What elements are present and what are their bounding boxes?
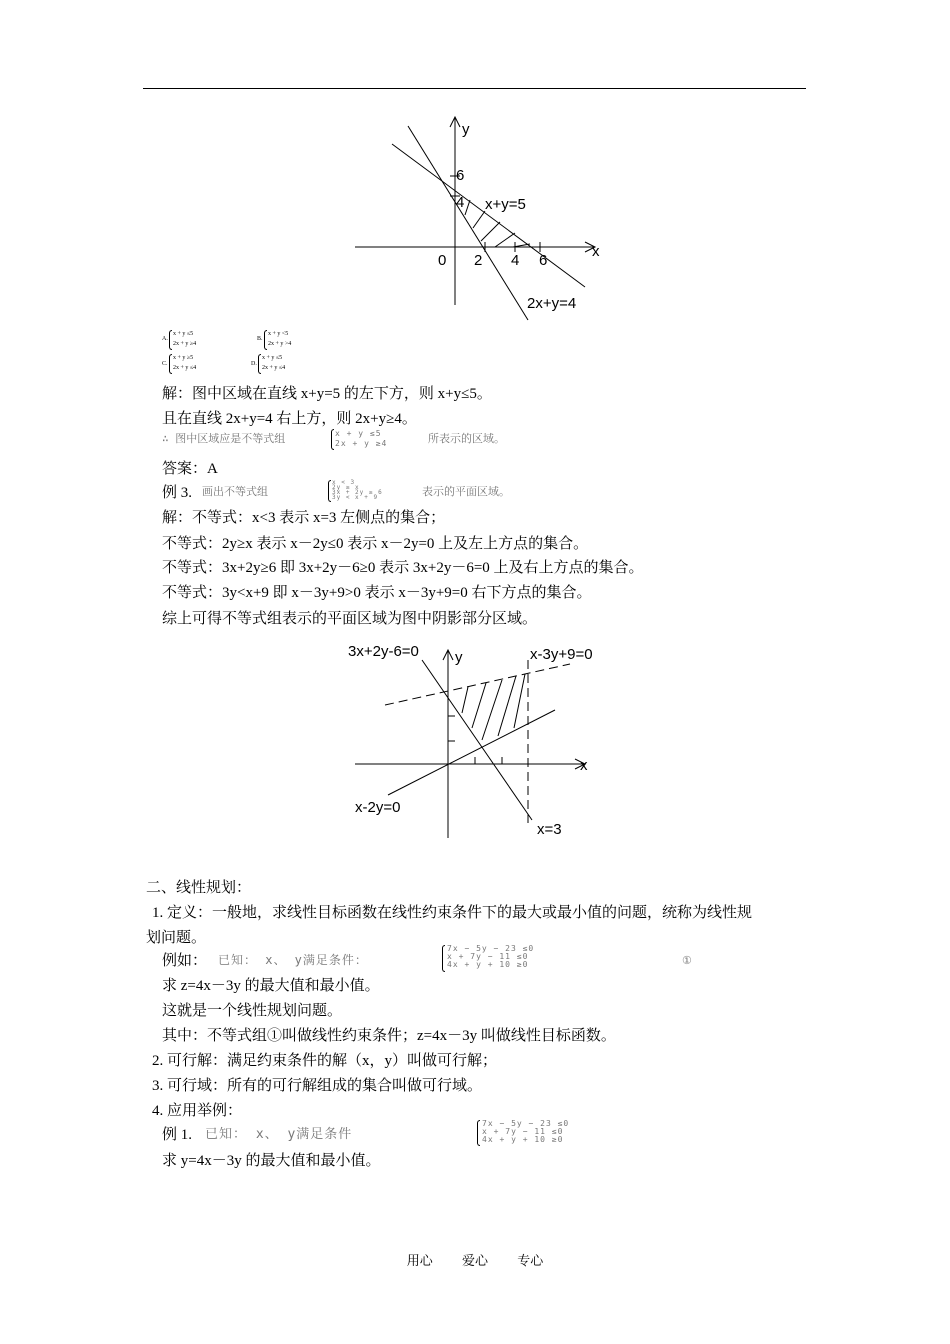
- fig1-label-4y: 4: [456, 194, 465, 211]
- solution-3-line-4: 不等式：3y<x+9 即 x－3y+9>0 表示 x－3y+9=0 右下方点的集合。: [162, 585, 592, 601]
- fig1-label-6x: 6: [539, 252, 548, 269]
- fig2-line-x-3y+9=0: [385, 664, 570, 705]
- question-2: 这就是一个线性规划问题。: [162, 1003, 343, 1019]
- fig2-label-d: x=3: [537, 821, 562, 838]
- fig2-label-c: x-2y=0: [355, 799, 401, 816]
- figure-2: [340, 640, 620, 840]
- fig1-label-x: x: [592, 243, 600, 260]
- fig1-label-4x: 4: [511, 252, 520, 269]
- fig1-label-y: y: [462, 121, 470, 138]
- solution-3-line-1: 解：不等式：x<3 表示 x=3 左侧点的集合；: [162, 510, 446, 526]
- answer: 答案：A: [162, 461, 218, 477]
- fig1-line-x+y=5: [392, 144, 585, 287]
- fig2-label-x: x: [580, 757, 588, 774]
- fig2-label-a: 3x+2y-6=0: [348, 643, 419, 660]
- fig1-label-2x: 2: [474, 252, 483, 269]
- question-1: 求 z=4x－3y 的最大值和最小值。: [162, 978, 380, 994]
- solution-line-1: 解：图中区域在直线 x+y=5 的左下方，则 x+y≤5。: [162, 386, 492, 402]
- point-2: 2. 可行解：满足约束条件的解（x，y）叫做可行解；: [152, 1053, 498, 1069]
- fig2-line-3x+2y-6=0: [422, 660, 532, 820]
- point-3: 3. 可行域：所有的可行解组成的集合叫做可行域。: [152, 1078, 483, 1094]
- header-rule: [143, 88, 806, 89]
- definition-line-2: 划问题。: [146, 930, 207, 946]
- footer-b: 爱心: [461, 1253, 488, 1268]
- fig2-label-b: x-3y+9=0: [530, 646, 593, 663]
- solution-3-line-5: 综上可得不等式组表示的平面区域为图中阴影部分区域。: [162, 611, 538, 627]
- example-1-question: 求 y=4x－3y 的最大值和最小值。: [162, 1153, 381, 1169]
- fig2-label-y: y: [455, 649, 463, 666]
- fig1-label-line1: x+y=5: [485, 196, 526, 213]
- solution-3-line-2: 不等式：2y≥x 表示 x－2y≤0 表示 x－2y=0 上及左上方点的集合。: [162, 536, 589, 552]
- point-4: 4. 应用举例：: [152, 1103, 243, 1119]
- footer-a: 用心: [406, 1253, 433, 1268]
- solution-3-line-3: 不等式：3x+2y≥6 即 3x+2y－6≥0 表示 3x+2y－6=0 上及右上方点的集合。: [162, 560, 644, 576]
- fig1-line-2x+y=4: [408, 126, 528, 320]
- fig1-label-origin: 0: [438, 252, 447, 269]
- footer: [0, 1250, 950, 1269]
- fig1-label-6y: 6: [456, 167, 465, 184]
- definition-line-1: 1. 定义：一般地，求线性目标函数在线性约束条件下的最大或最小值的问题，统称为线性规: [152, 905, 753, 921]
- fig1-label-line2: 2x+y=4: [527, 295, 577, 312]
- solution-line-2: 且在直线 2x+y=4 右上方，则 2x+y≥4。: [162, 411, 417, 427]
- figure-1: [340, 110, 620, 325]
- question-3: 其中：不等式组①叫做线性约束条件；z=4x－3y 叫做线性目标函数。: [162, 1028, 616, 1044]
- fig2-line-x-2y=0: [388, 710, 555, 795]
- footer-c: 专心: [517, 1253, 544, 1268]
- section-2-heading: 二、线性规划：: [146, 880, 252, 896]
